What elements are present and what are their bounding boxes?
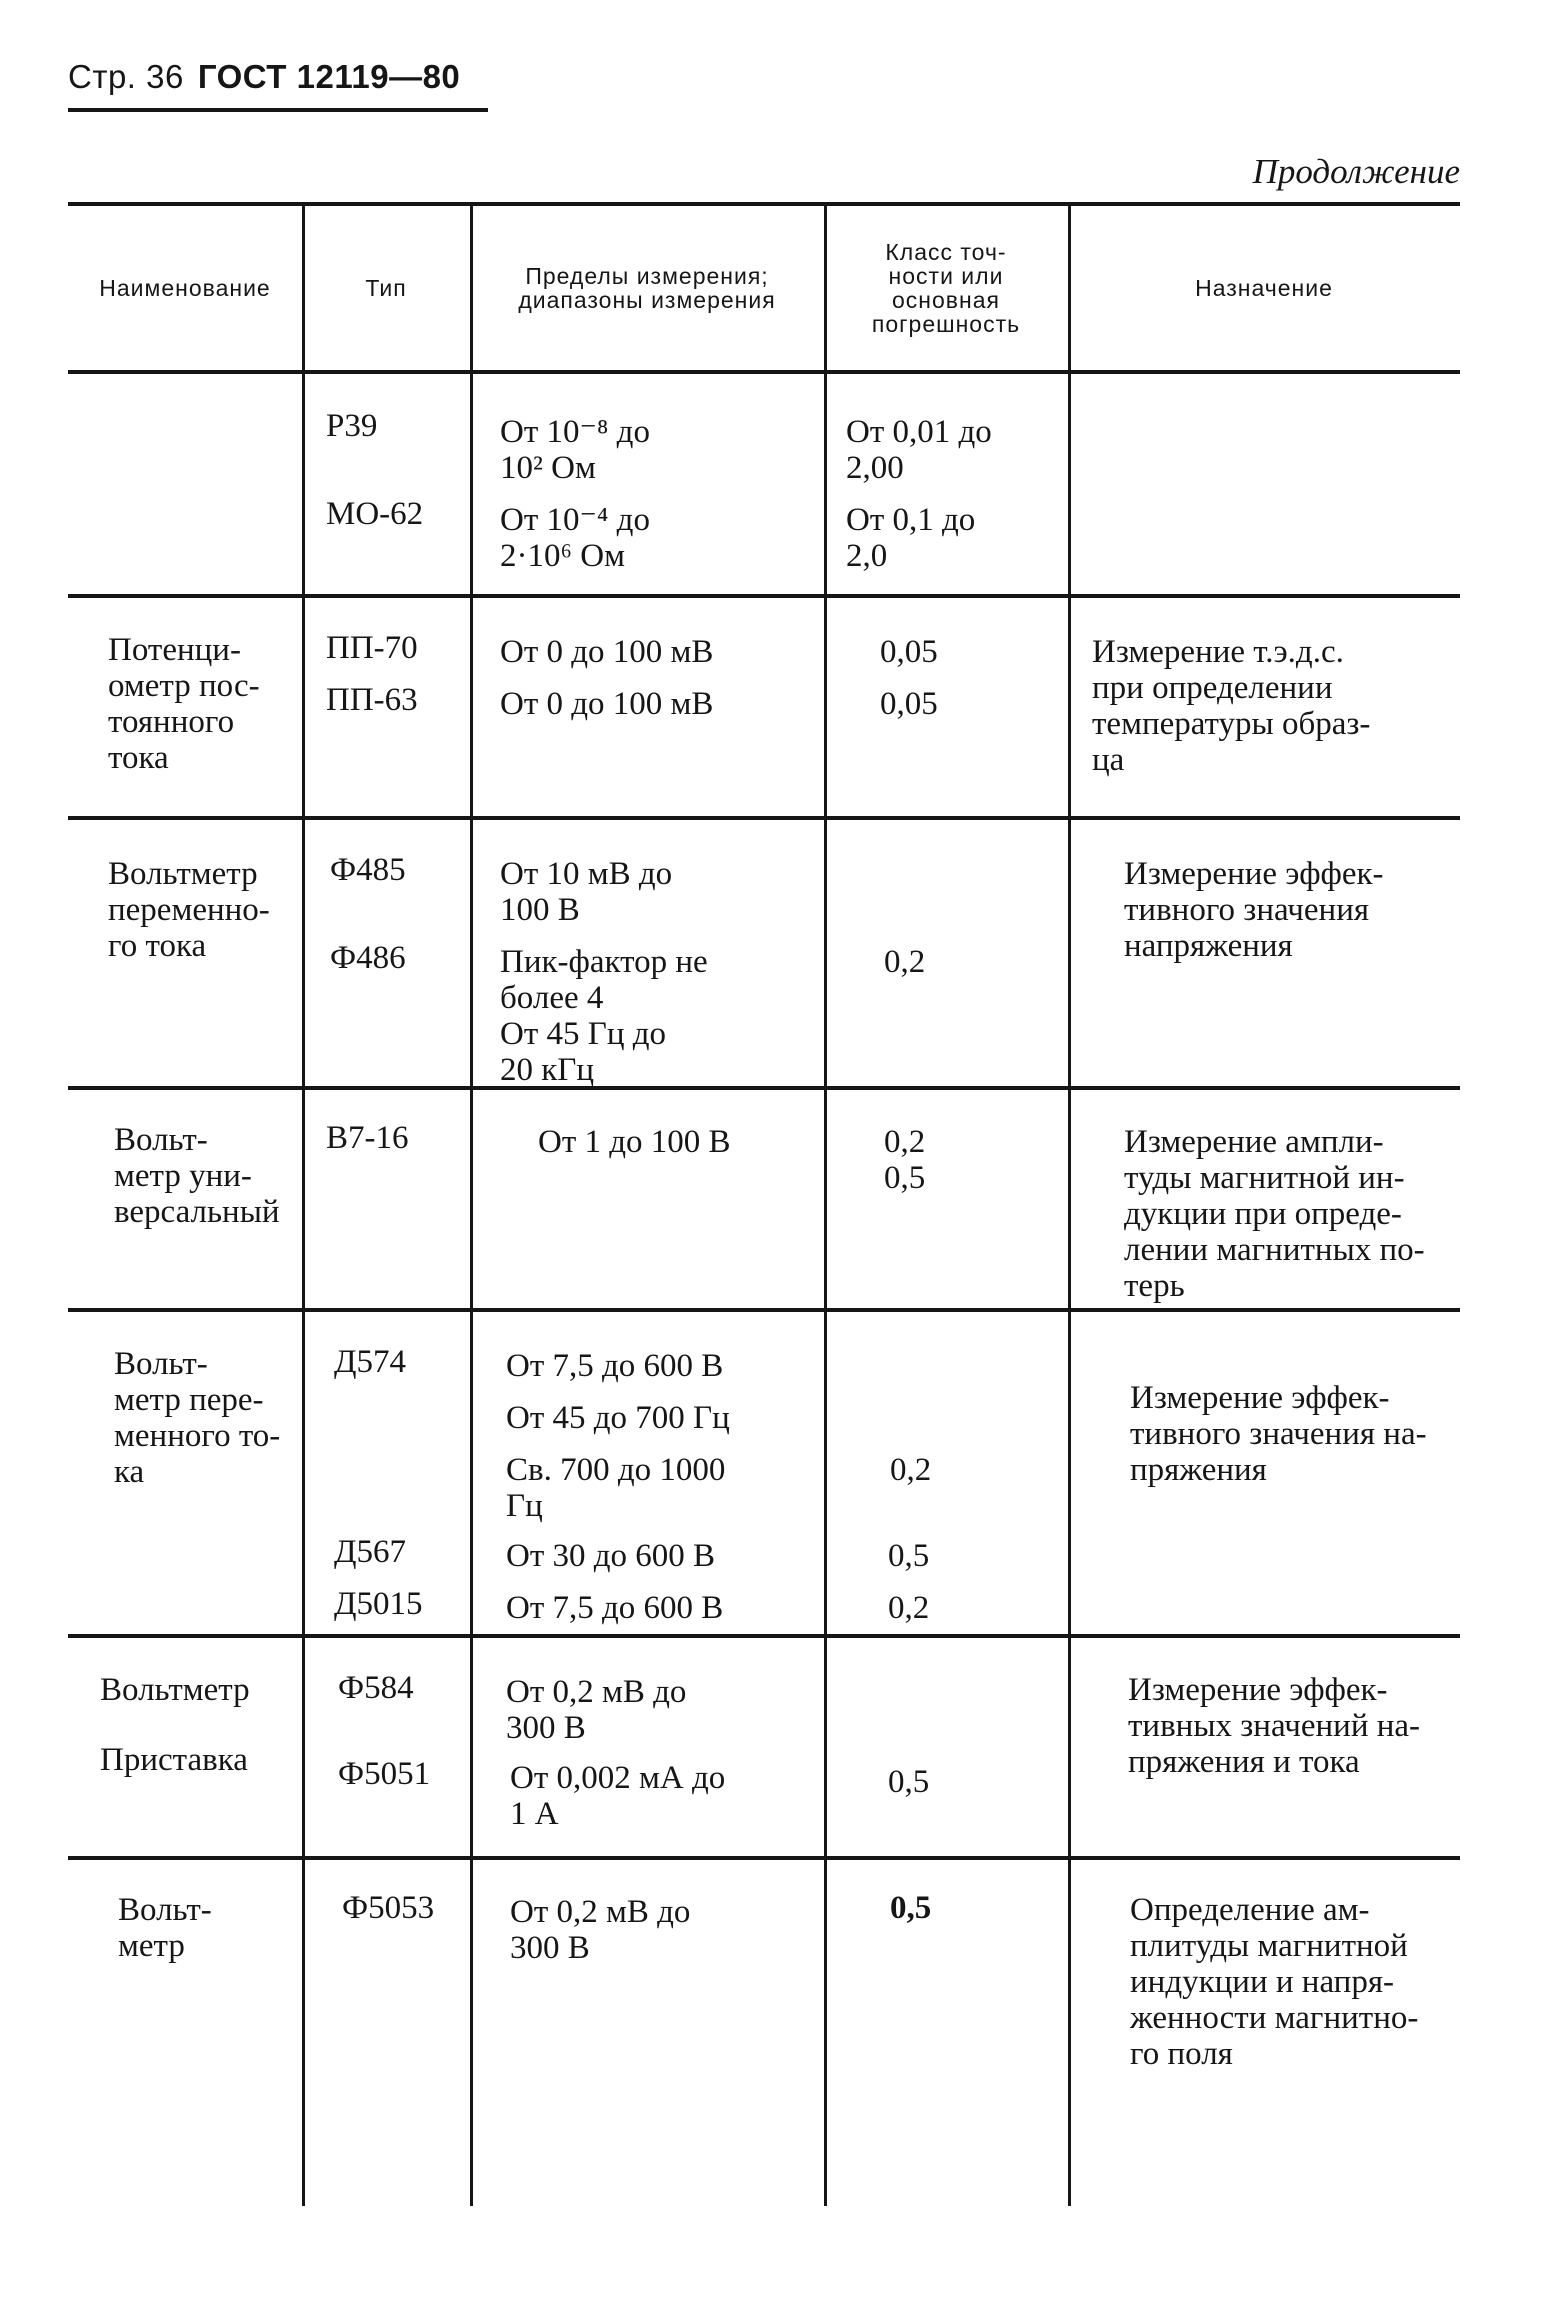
name-cell: Вольт- метр пере- менного то- ка xyxy=(114,1346,281,1490)
type-cell: Ф486 xyxy=(330,940,406,976)
range-cell: От 45 до 700 Гц xyxy=(506,1400,730,1436)
accuracy-cell: 0,05 xyxy=(880,686,938,722)
accuracy-cell: 0,2 0,5 xyxy=(884,1124,926,1196)
purpose-cell: Измерение ампли- туды магнитной ин- дукции при опреде- лении магнитных по- терь xyxy=(1124,1124,1425,1304)
accuracy-cell: 0,5 xyxy=(888,1538,930,1574)
range-cell: От 30 до 600 В xyxy=(506,1538,716,1574)
type-cell: Д574 xyxy=(334,1344,407,1380)
purpose-cell: Измерение эффек- тивного значения напряжения xyxy=(1124,856,1384,964)
column-header-range: Пределы измерения; диапазоны измерения xyxy=(518,263,776,313)
accuracy-cell: 0,5 xyxy=(888,1764,930,1800)
column-divider xyxy=(824,206,827,2206)
header-bottom-rule xyxy=(68,370,1460,374)
column-header-type: Тип xyxy=(365,275,407,301)
column-header-accuracy: Класс точ- ности или основная погрешность xyxy=(871,239,1021,337)
column-header-name: Наименование xyxy=(99,275,271,301)
range-cell: От 10⁻⁴ до 2·10⁶ Ом xyxy=(500,502,650,574)
name-cell: Вольтметр xyxy=(100,1672,250,1708)
purpose-cell: Измерение эффек- тивных значений на- пряжения и тока xyxy=(1128,1672,1421,1780)
range-cell: Св. 700 до 1000 Гц xyxy=(506,1452,726,1524)
type-cell: Ф5051 xyxy=(338,1756,431,1792)
purpose-cell: Измерение эффек- тивного значения на- пряжения xyxy=(1130,1380,1427,1488)
type-cell: МО-62 xyxy=(326,496,424,532)
name-cell: Приставка xyxy=(100,1742,248,1778)
type-cell: Ф5053 xyxy=(342,1890,435,1926)
range-cell: От 0,2 мВ до 300 В xyxy=(506,1674,687,1746)
row-rule xyxy=(68,1086,1460,1090)
header-rule xyxy=(68,108,488,112)
name-cell: Потенци- ометр пос- тоянного тока xyxy=(108,632,260,776)
row-rule xyxy=(68,816,1460,820)
row-rule xyxy=(68,1308,1460,1312)
range-cell: От 7,5 до 600 В xyxy=(506,1590,724,1626)
accuracy-cell: 0,2 xyxy=(884,944,926,980)
range-cell: Пик-фактор не более 4 От 45 Гц до 20 кГц xyxy=(500,944,708,1088)
range-cell: От 0 до 100 мВ xyxy=(500,686,714,722)
name-cell: Вольт- метр уни- версальный xyxy=(114,1122,280,1230)
range-cell: От 0,002 мА до 1 А xyxy=(510,1760,726,1832)
type-cell: Ф485 xyxy=(330,852,406,888)
column-header-purpose: Назначение xyxy=(1195,275,1333,301)
page-number: Стр. 36 xyxy=(68,58,184,95)
page-header xyxy=(68,58,460,108)
standard-number: ГОСТ 12119—80 xyxy=(197,58,461,95)
row-rule xyxy=(68,1856,1460,1860)
column-divider xyxy=(470,206,473,2206)
purpose-cell: Определение ам- плитуды магнитной индукции и напря- женности магнитно- го поля xyxy=(1130,1892,1419,2072)
row-rule xyxy=(68,594,1460,598)
accuracy-cell: От 0,01 до 2,00 xyxy=(846,414,992,486)
type-cell: Ф584 xyxy=(338,1670,414,1706)
column-divider xyxy=(302,206,305,2206)
accuracy-cell: 0,2 xyxy=(890,1452,932,1488)
purpose-cell: Измерение т.э.д.с. при определении температуры образ- ца xyxy=(1092,634,1371,778)
name-cell: Вольт- метр xyxy=(118,1892,212,1964)
accuracy-cell: От 0,1 до 2,0 xyxy=(846,502,976,574)
accuracy-cell: 0,05 xyxy=(880,634,938,670)
range-cell: От 10 мВ до 100 В xyxy=(500,856,673,928)
range-cell: От 0,2 мВ до 300 В xyxy=(510,1894,691,1966)
column-divider xyxy=(1068,206,1071,2206)
range-cell: От 10⁻⁸ до 10² Ом xyxy=(500,414,650,486)
continuation-label: Продолжение xyxy=(1252,152,1460,191)
range-cell: От 1 до 100 В xyxy=(538,1124,731,1160)
range-cell: От 7,5 до 600 В xyxy=(506,1348,724,1384)
accuracy-cell: 0,2 xyxy=(888,1590,930,1626)
name-cell: Вольтметр переменно- го тока xyxy=(108,856,270,964)
type-cell: ПП-63 xyxy=(326,682,418,718)
row-rule xyxy=(68,1634,1460,1638)
type-cell: Д567 xyxy=(334,1534,407,1570)
type-cell: В7-16 xyxy=(326,1120,409,1156)
type-cell: Р39 xyxy=(326,408,378,444)
type-cell: Д5015 xyxy=(334,1586,423,1622)
range-cell: От 0 до 100 мВ xyxy=(500,634,714,670)
type-cell: ПП-70 xyxy=(326,630,418,666)
accuracy-cell: 0,5 xyxy=(890,1890,932,1926)
